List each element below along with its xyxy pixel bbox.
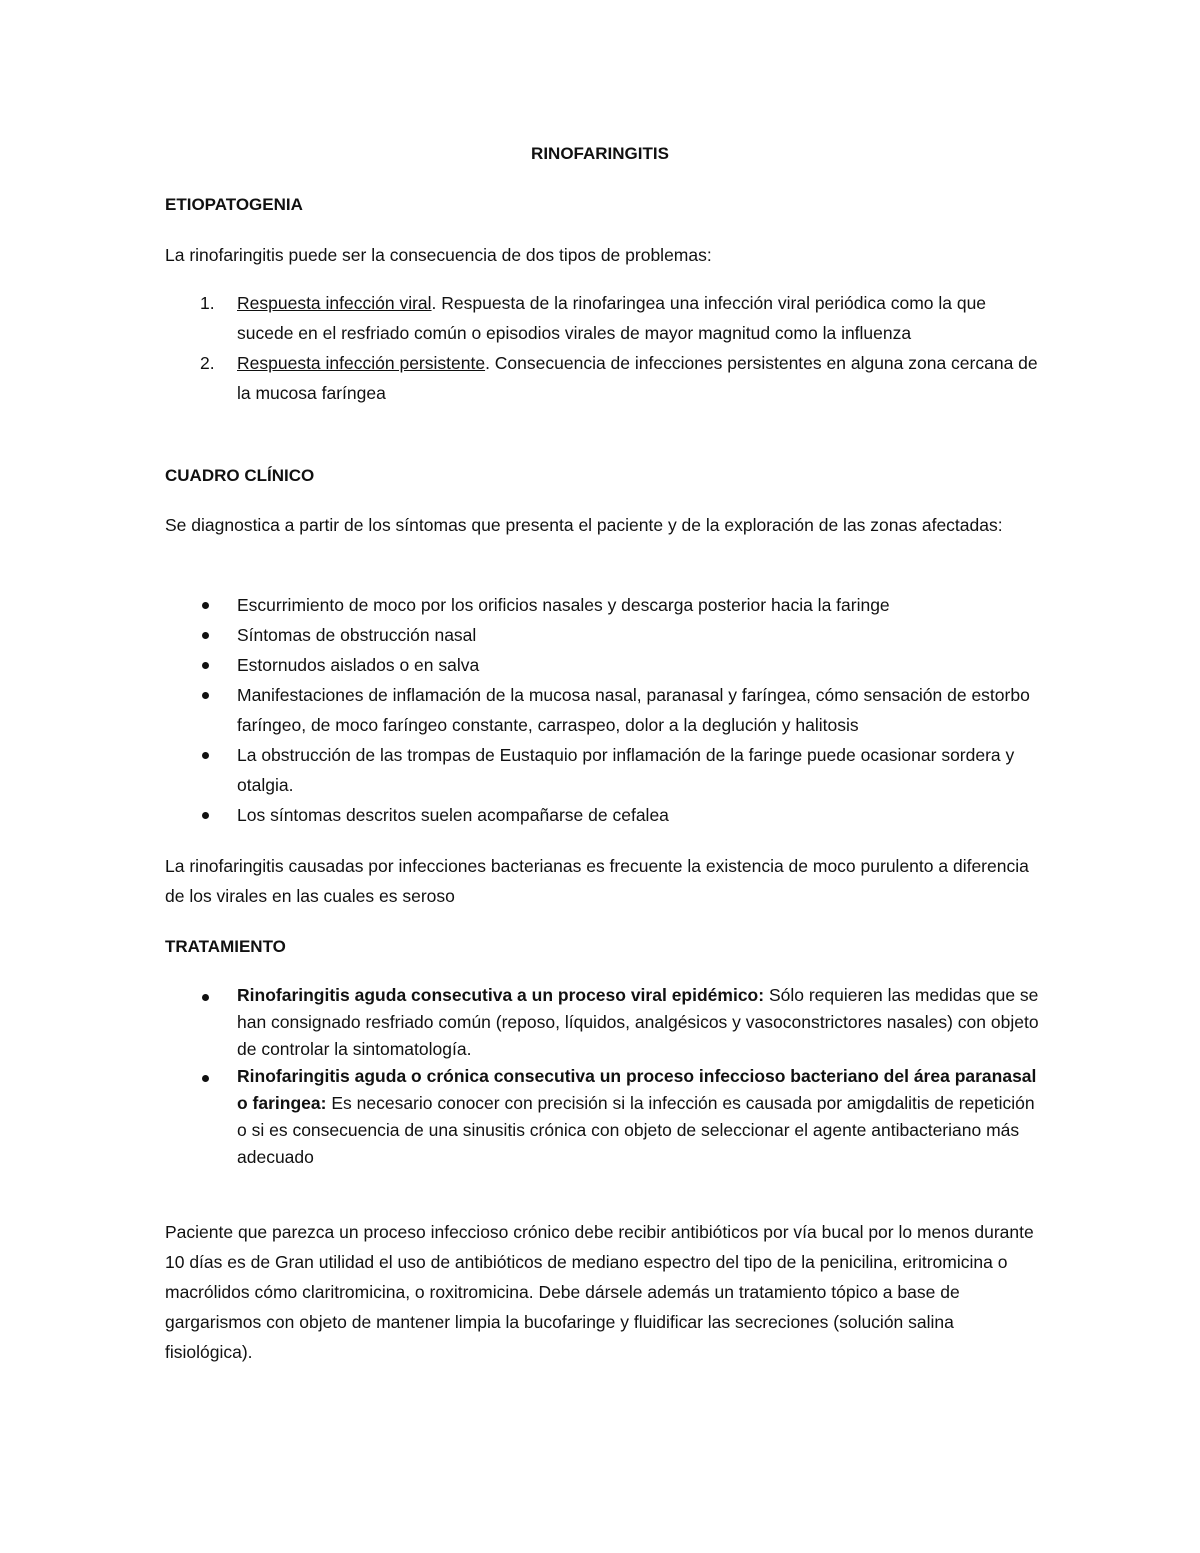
etiopatogenia-intro: La rinofaringitis puede ser la consecuencia de dos tipos de problemas: bbox=[165, 245, 712, 265]
list-item-text: La obstrucción de las trompas de Eustaquio por inflamación de la faringe puede ocasionar sordera y otalgia. bbox=[237, 745, 1015, 795]
tratamiento-closing: Paciente que parezca un proceso infeccioso crónico debe recibir antibióticos por vía bucal por lo menos durante 10 días es de Gran utilidad el uso de antibióticos de mediano espectro del tipo de la penicilina, eritromicina o macrólidos cómo claritromicina, o roxitromicina. Debe dársele además un tratamiento tópico a base de gargarismos con objeto de mantener limpia la bucofaringe y fluidificar las secreciones (solución salina fisiológica). bbox=[165, 1222, 1034, 1362]
list-item bbox=[165, 590, 1045, 620]
heading-cuadro-clinico: CUADRO CLÍNICO bbox=[165, 466, 315, 485]
cuadro-clinico-intro: Se diagnostica a partir de los síntomas que presenta el paciente y de la exploración de las zonas afectadas: bbox=[165, 515, 1003, 535]
bullet-icon bbox=[202, 812, 209, 819]
list-item bbox=[165, 288, 1045, 348]
document-title: RINOFARINGITIS bbox=[531, 144, 669, 163]
list-item bbox=[165, 348, 1045, 408]
symptoms-list bbox=[165, 590, 1045, 830]
etiopatogenia-list bbox=[165, 288, 1045, 408]
list-item bbox=[165, 1063, 1045, 1171]
list-number: 1. bbox=[200, 293, 215, 313]
list-item-text: Sólo requieren las medidas que se han consignado resfriado común (reposo, líquidos, analgésicos y vasoconstrictores nasales) con objeto de controlar la sintomatología. bbox=[237, 985, 1039, 1059]
bullet-icon bbox=[202, 632, 209, 639]
bullet-icon bbox=[202, 602, 209, 609]
list-item bbox=[165, 620, 1045, 650]
list-item-text: . Consecuencia de infecciones persistentes en alguna zona cercana de la mucosa faríngea bbox=[237, 353, 1038, 403]
bullet-icon bbox=[202, 1075, 209, 1082]
list-item bbox=[165, 982, 1045, 1063]
list-item-text: Manifestaciones de inflamación de la mucosa nasal, paranasal y faríngea, cómo sensación de estorbo faríngeo, de moco faríngeo constante, carraspeo, dolor a la deglución y halitosis bbox=[237, 685, 1030, 735]
list-item-text: Es necesario conocer con precisión si la infección es causada por amigdalitis de repetición o si es consecuencia de una sinusitis crónica con objeto de seleccionar el agente antibacteriano más adecuado bbox=[237, 1093, 1035, 1167]
list-item bbox=[165, 650, 1045, 680]
list-item-text: Escurrimiento de moco por los orificios nasales y descarga posterior hacia la faringe bbox=[237, 595, 890, 615]
list-item-text: Síntomas de obstrucción nasal bbox=[237, 625, 477, 645]
treatment-list bbox=[165, 982, 1045, 1171]
list-item-term: Respuesta infección persistente bbox=[237, 353, 486, 373]
list-item bbox=[165, 800, 1045, 830]
bullet-icon bbox=[202, 662, 209, 669]
list-number: 2. bbox=[200, 353, 215, 373]
list-item-text: Los síntomas descritos suelen acompañarse de cefalea bbox=[237, 805, 669, 825]
list-item bbox=[165, 740, 1045, 800]
list-item bbox=[165, 680, 1045, 740]
list-item-text: Estornudos aislados o en salva bbox=[237, 655, 480, 675]
list-item-term: Rinofaringitis aguda consecutiva a un proceso viral epidémico: bbox=[237, 985, 765, 1005]
cuadro-clinico-closing: La rinofaringitis causadas por infecciones bacterianas es frecuente la existencia de moco purulento a diferencia de los virales en las cuales es seroso bbox=[165, 856, 1029, 906]
heading-tratamiento: TRATAMIENTO bbox=[165, 937, 286, 956]
bullet-icon bbox=[202, 692, 209, 699]
heading-etiopatogenia: ETIOPATOGENIA bbox=[165, 195, 303, 214]
bullet-icon bbox=[202, 994, 209, 1001]
list-item-term: Rinofaringitis aguda o crónica consecutiva un proceso infeccioso bacteriano del área paranasal o faringea: bbox=[237, 1066, 1037, 1113]
list-item-term: Respuesta infección viral bbox=[237, 293, 432, 313]
bullet-icon bbox=[202, 752, 209, 759]
list-item-text: . Respuesta de la rinofaringea una infección viral periódica como la que sucede en el resfriado común o episodios virales de mayor magnitud como la influenza bbox=[237, 293, 987, 343]
